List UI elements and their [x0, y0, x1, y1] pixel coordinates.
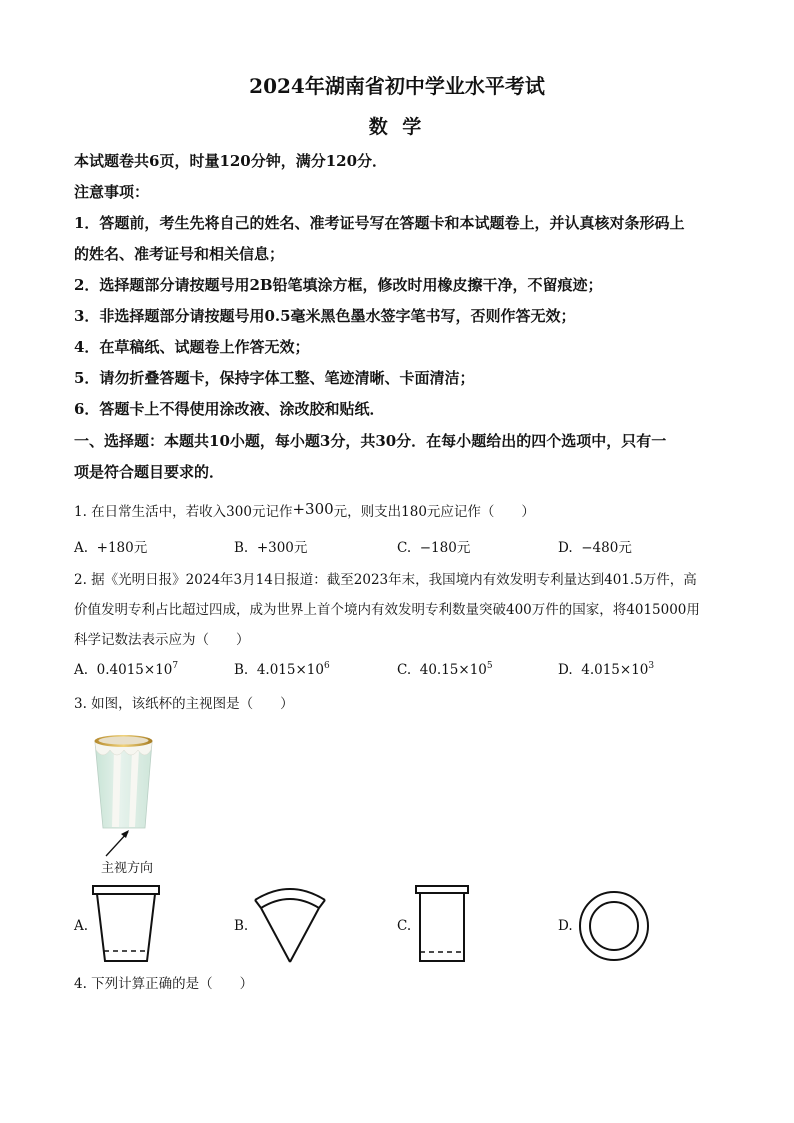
- option-label: D.: [558, 662, 573, 678]
- option-text: +300元: [256, 540, 308, 556]
- question-1-expr: +300: [292, 500, 334, 518]
- notice-item-1-cont: 的姓名、准考证号和相关信息；: [74, 245, 285, 263]
- option-base: 4.015×10: [581, 662, 649, 678]
- notice-heading: 注意事项：: [74, 183, 150, 201]
- view-direction-arrow: [100, 826, 140, 860]
- q3-option-c-label[interactable]: C.: [397, 918, 412, 934]
- option-text: −480元: [581, 540, 632, 556]
- option-label: A.: [74, 540, 89, 556]
- notice-item-3: 3．非选择题部分请按题号用0.5毫米黑色墨水签字笔书写，否则作答无效；: [74, 307, 576, 325]
- section-heading-line-1: 一、选择题：本题共10小题，每小题3分，共30分．在每小题给出的四个选项中，只有一: [74, 432, 667, 450]
- option-label: C.: [397, 662, 412, 678]
- question-3: 3. 如图，该纸杯的主视图是（ ）: [74, 696, 294, 712]
- option-text: −180元: [419, 540, 471, 556]
- option-label: D.: [558, 540, 573, 556]
- paper-cup-image: [90, 732, 160, 832]
- q3-option-a-figure[interactable]: [90, 884, 170, 966]
- q3-option-a-label[interactable]: A.: [74, 918, 89, 934]
- exam-title: 2024年湖南省初中学业水平考试: [249, 74, 545, 98]
- option-exponent: 3: [648, 661, 655, 671]
- option-label: C.: [397, 540, 412, 556]
- notice-item-6: 6．答题卡上不得使用涂改液、涂改胶和贴纸．: [74, 400, 385, 418]
- notice-item-4: 4．在草稿纸、试题卷上作答无效；: [74, 338, 310, 356]
- question-1-post: 元，则支出180元应记作（ ）: [333, 504, 535, 520]
- q1-option-c[interactable]: [397, 536, 470, 556]
- q2-option-b[interactable]: [234, 662, 330, 678]
- q1-option-a[interactable]: [74, 536, 147, 556]
- section-heading-line-2: 项是符合题目要求的．: [74, 463, 225, 481]
- option-exponent: 5: [486, 661, 493, 671]
- q3-option-b-figure[interactable]: [252, 880, 332, 968]
- notice-item-2: 2．选择题部分请按题号用2B铅笔填涂方框，修改时用橡皮擦干净，不留痕迹；: [74, 276, 603, 294]
- notice-item-1: 1．答题前，考生先将自己的姓名、准考证号写在答题卡和本试题卷上，并认真核对条形码上: [74, 214, 685, 232]
- option-label: A.: [74, 662, 89, 678]
- view-direction-label: 主视方向: [101, 861, 154, 876]
- q3-option-d-label[interactable]: D.: [558, 918, 573, 934]
- q1-option-d[interactable]: [558, 536, 632, 556]
- notice-item-5: 5．请勿折叠答题卡，保持字体工整、笔迹清晰、卡面清洁；: [74, 369, 475, 387]
- q2-option-c[interactable]: [397, 662, 493, 678]
- question-2-line-1: 2. 据《光明日报》2024年3月14日报道：截至2023年末，我国境内有效发明专利量达到401.5万件，高: [74, 572, 697, 588]
- question-2-line-3: 科学记数法表示应为（ ）: [74, 632, 250, 648]
- q2-option-d[interactable]: [558, 662, 654, 678]
- q3-option-d-figure[interactable]: [578, 890, 650, 962]
- option-text: +180元: [96, 540, 148, 556]
- intro-line: 本试题卷共6页，时量120分钟，满分120分．: [74, 152, 388, 170]
- option-exponent: 6: [323, 661, 330, 671]
- option-label: B.: [234, 662, 249, 678]
- option-base: 0.4015×10: [96, 662, 173, 678]
- question-1: [74, 500, 535, 520]
- option-label: B.: [234, 540, 249, 556]
- question-1-pre: 1. 在日常生活中，若收入300元记作: [74, 504, 293, 520]
- option-exponent: 7: [172, 661, 179, 671]
- q3-option-b-label[interactable]: B.: [234, 918, 249, 934]
- option-base: 4.015×10: [256, 662, 324, 678]
- q1-option-b[interactable]: [234, 536, 307, 556]
- option-base: 40.15×10: [419, 662, 487, 678]
- subject-title: 数 学: [368, 116, 426, 138]
- q2-option-a[interactable]: [74, 662, 178, 678]
- question-4: 4. 下列计算正确的是（ ）: [74, 976, 254, 992]
- q3-option-c-figure[interactable]: [414, 884, 474, 966]
- question-2-line-2: 价值发明专利占比超过四成，成为世界上首个境内有效发明专利数量突破400万件的国家，将4015000用: [74, 602, 700, 618]
